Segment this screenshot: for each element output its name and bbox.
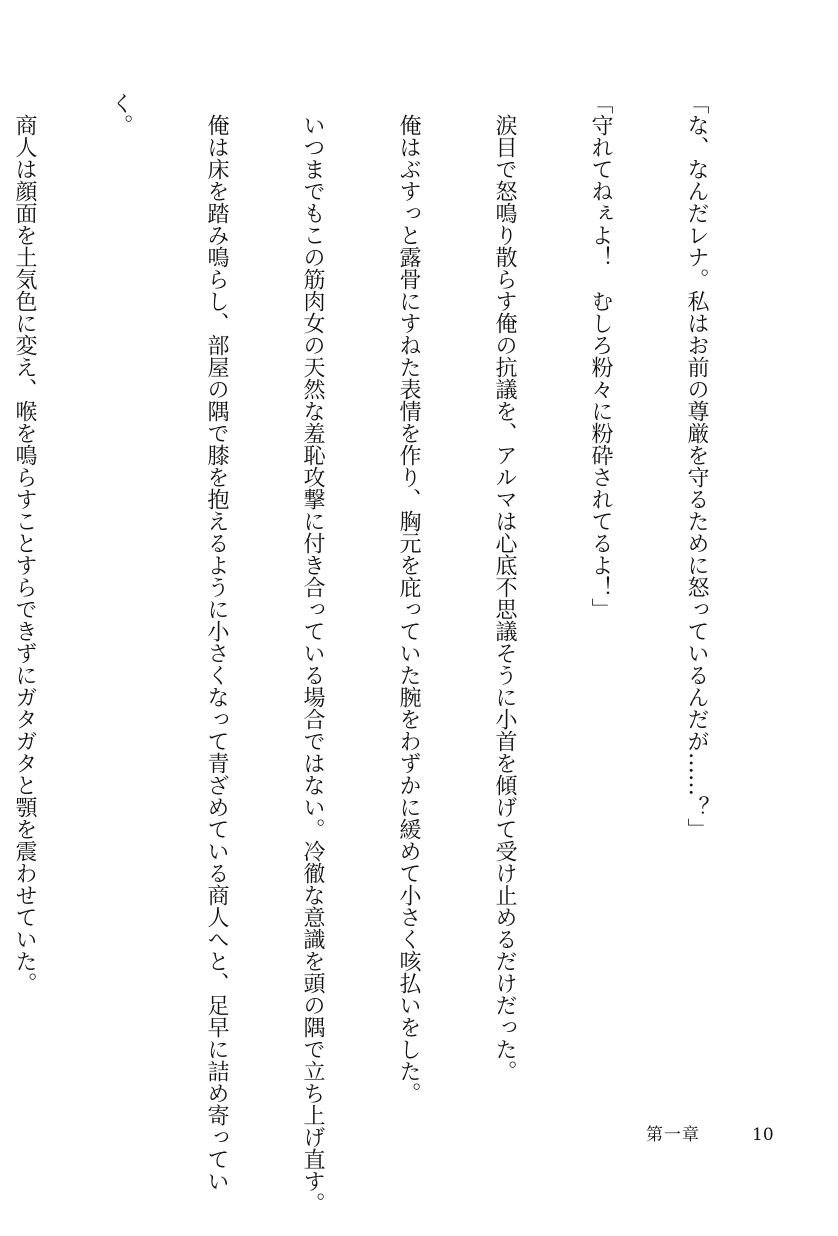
chapter-label: 第一章 xyxy=(646,1125,700,1145)
text-column: 商人は顔面を土気色に変え、喉を鳴らすことすらできずにガタガタと顎を震わせていた。 xyxy=(12,92,37,994)
text-column: 涙目で怒鳴り散らす俺の抗議を、アルマは心底不思議そうに小首を傾げて受け止めるだけだった。 xyxy=(492,92,517,1082)
text-column: 俺は床を踏み鳴らし、部屋の隅で膝を抱えるように小さくなって青ざめている商人へと、足早に詰め寄ってい xyxy=(204,92,229,1192)
page-footer xyxy=(0,1124,838,1148)
text-column: いつまでもこの筋肉女の天然な羞恥攻撃に付き合っている場合ではない。冷徹な意識を頭の隅で立ち上げ直す。 xyxy=(300,92,325,1214)
page-number: 10 xyxy=(752,1125,774,1145)
text-column: 俺はぶすっと露骨にすねた表情を作り、胸元を庇っていた腕をわずかに緩めて小さく咳払いをした。 xyxy=(396,92,421,1104)
text-column: く。 xyxy=(108,92,133,136)
text-column: 「な、なんだレナ。私はお前の尊厳を守るために怒っているんだが……？」 xyxy=(684,92,709,840)
text-column: 「守れてねぇよ！ むしろ粉々に粉砕されてるよ！」 xyxy=(588,92,613,620)
